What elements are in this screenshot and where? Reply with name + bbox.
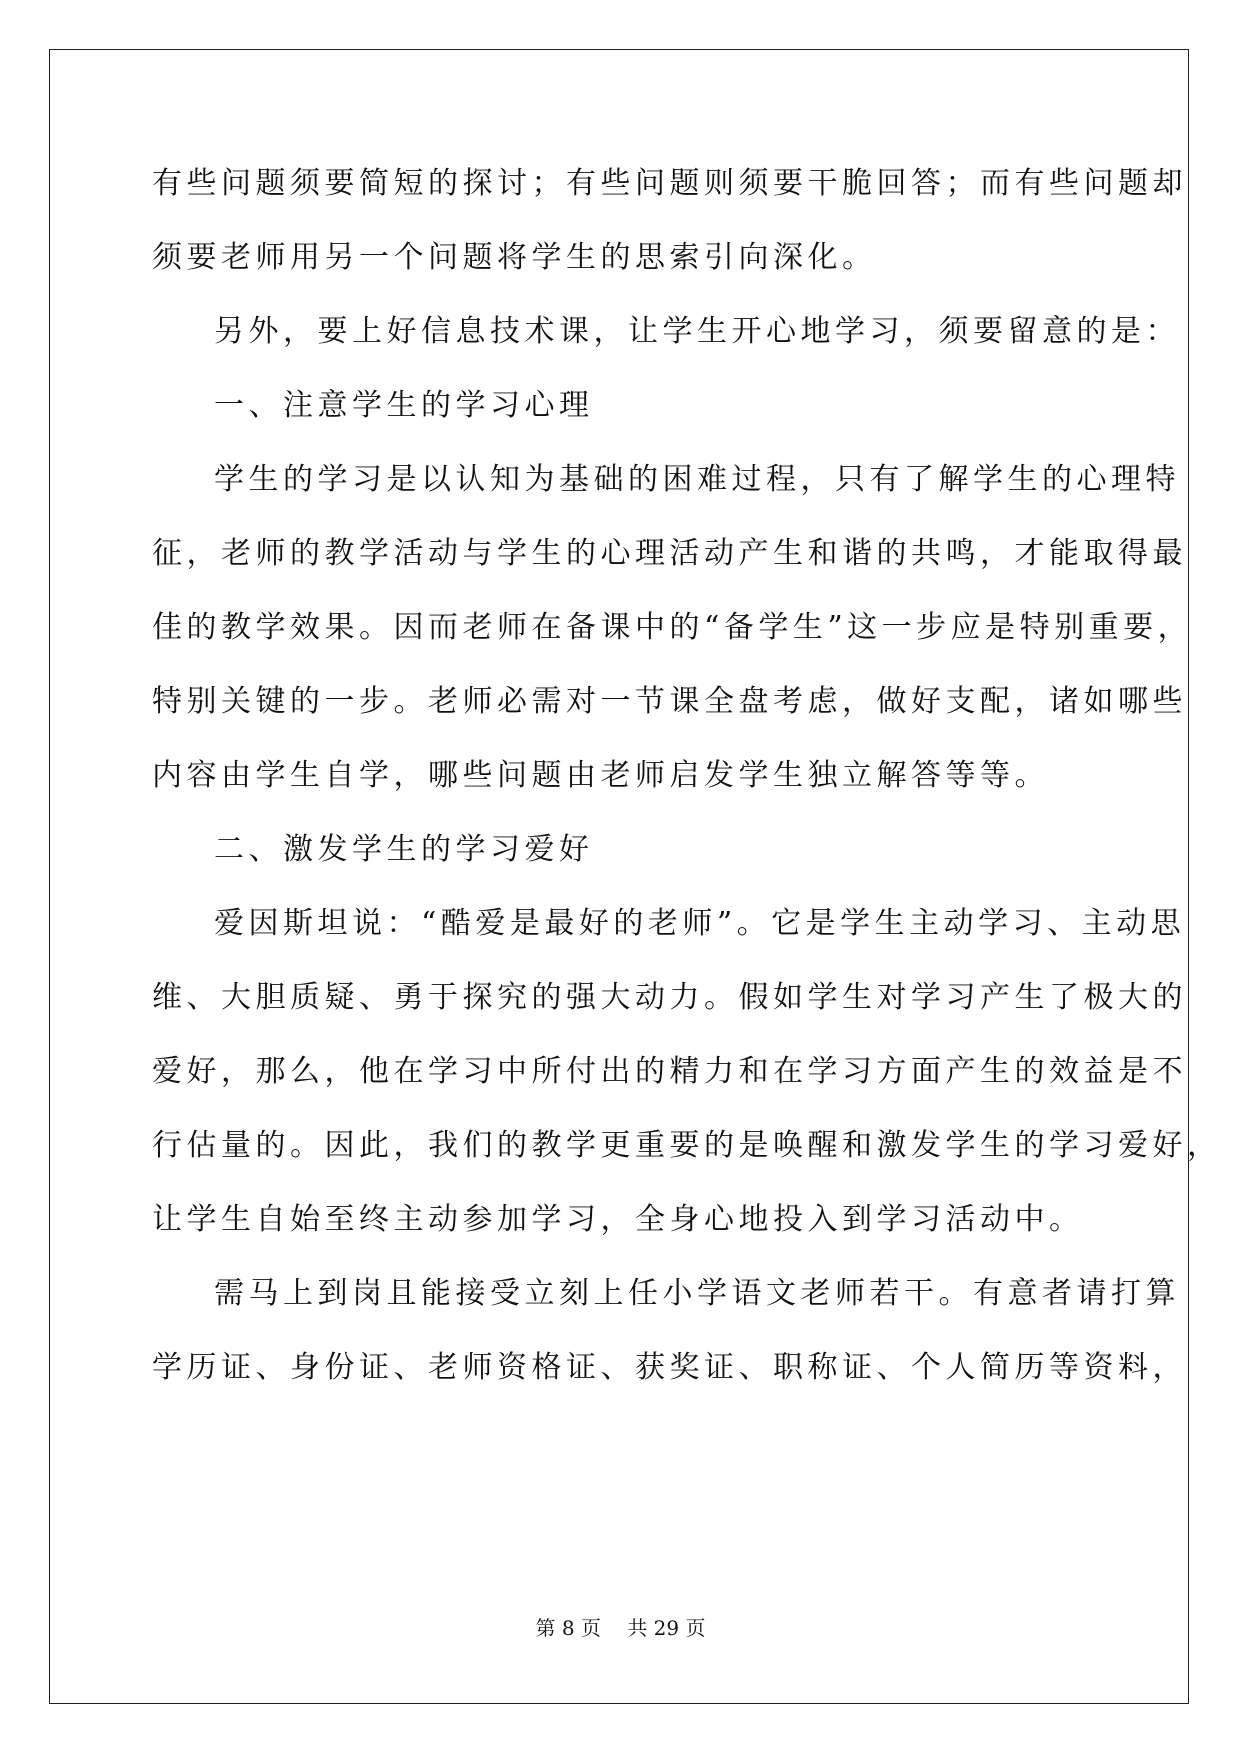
text-line: 征，老师的教学活动与学生的心理活动产生和谐的共鸣，才能取得最 — [152, 536, 1187, 571]
paragraph-line: 学生的学习是以认知为基础的困难过程，只有了解学生的心理特 — [214, 462, 1180, 497]
text-line: 维、大胆质疑、勇于探究的强大动力。假如学生对学习产生了极大的 — [152, 980, 1187, 1015]
paragraph-line: 爱因斯坦说：“酷爱是最好的老师”。它是学生主动学习、主动思 — [214, 906, 1186, 941]
text-line: 须要老师用另一个问题将学生的思索引向深化。 — [152, 240, 877, 275]
text-line: 学历证、身份证、老师资格证、获奖证、职称证、个人简历等资料， — [152, 1350, 1187, 1385]
text-line: 让学生自始至终主动参加学习，全身心地投入到学习活动中。 — [152, 1202, 1084, 1237]
section-heading: 二、激发学生的学习爱好 — [214, 832, 594, 867]
text-line: 行估量的。因此，我们的教学更重要的是唤醒和激发学生的学习爱好， — [152, 1128, 1222, 1163]
text-line: 佳的教学效果。因而老师在备课中的“备学生”这一步应是特别重要， — [152, 610, 1193, 645]
paragraph-line: 另外，要上好信息技术课，让学生开心地学习，须要留意的是： — [214, 314, 1180, 349]
text-line: 有些问题须要简短的探讨；有些问题则须要干脆回答；而有些问题却 — [152, 166, 1187, 201]
text-line: 内容由学生自学，哪些问题由老师启发学生独立解答等等。 — [152, 758, 1049, 793]
text-line: 特别关键的一步。老师必需对一节课全盘考虑，做好支配，诸如哪些 — [152, 684, 1187, 719]
page-number: 第 8 页 — [535, 1616, 601, 1640]
section-heading: 一、注意学生的学习心理 — [214, 388, 594, 423]
page-footer — [0, 1615, 1241, 1641]
paragraph-line: 需马上到岗且能接受立刻上任小学语文老师若干。有意者请打算 — [214, 1276, 1180, 1311]
page-border — [49, 49, 1189, 1704]
text-line: 爱好，那么，他在学习中所付出的精力和在学习方面产生的效益是不 — [152, 1054, 1187, 1089]
page-total: 共 29 页 — [627, 1616, 706, 1640]
